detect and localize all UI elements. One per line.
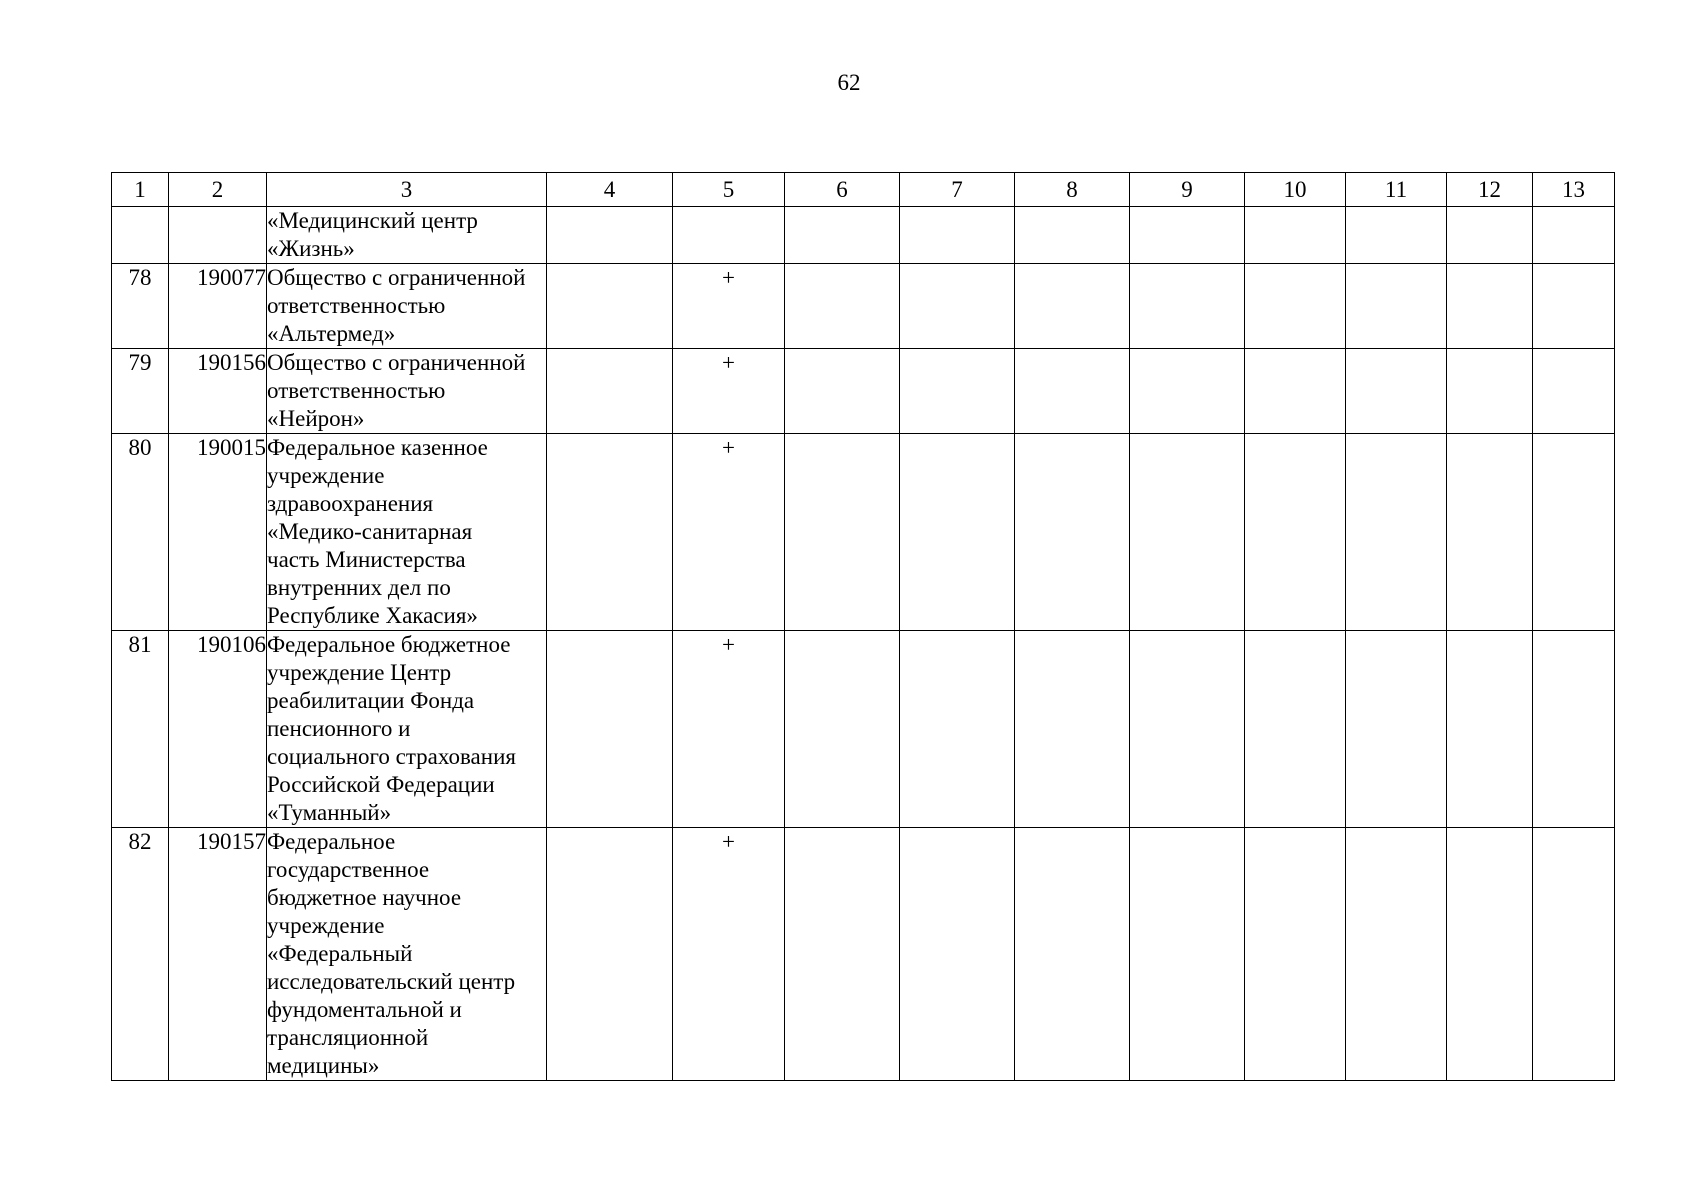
column-10-cell <box>1245 828 1346 1081</box>
column-13-cell <box>1533 264 1615 349</box>
column-7-cell <box>900 631 1015 828</box>
column-11-cell <box>1346 828 1447 1081</box>
organization-name-line: «Туманный» <box>267 800 392 825</box>
organization-name-line: ответственностью <box>267 378 446 403</box>
organization-name-line: учреждение <box>267 463 385 488</box>
column-12-cell <box>1447 434 1533 631</box>
column-12-cell <box>1447 349 1533 434</box>
column-8-cell <box>1015 434 1130 631</box>
column-header-10: 10 <box>1245 173 1346 207</box>
column-11-cell <box>1346 207 1447 264</box>
column-6-cell <box>785 434 900 631</box>
organization-code-cell: 190157 <box>169 828 267 1081</box>
organization-name-line: трансляционной <box>267 1025 429 1050</box>
organization-name-line: бюджетное научное <box>267 885 462 910</box>
column-5-mark-cell: + <box>673 264 785 349</box>
organization-code-cell: 190156 <box>169 349 267 434</box>
column-header-1: 1 <box>112 173 169 207</box>
column-header-8: 8 <box>1015 173 1130 207</box>
register-table <box>111 172 1615 1081</box>
table-row <box>112 349 1615 434</box>
row-number-cell: 82 <box>112 828 169 1081</box>
column-10-cell <box>1245 264 1346 349</box>
row-number-cell: 78 <box>112 264 169 349</box>
column-10-cell <box>1245 434 1346 631</box>
column-9-cell <box>1130 207 1245 264</box>
column-6-cell <box>785 264 900 349</box>
organization-name-cell <box>267 264 547 349</box>
table-header <box>112 173 1615 207</box>
header-row <box>112 173 1615 207</box>
column-8-cell <box>1015 828 1130 1081</box>
table-row <box>112 434 1615 631</box>
organization-name-line: «Медицинский центр <box>267 208 478 233</box>
column-5-mark-cell <box>673 207 785 264</box>
column-4-cell <box>547 264 673 349</box>
organization-name-line: государственное <box>267 857 430 882</box>
column-7-cell <box>900 207 1015 264</box>
column-10-cell <box>1245 631 1346 828</box>
column-8-cell <box>1015 207 1130 264</box>
column-5-mark-cell: + <box>673 349 785 434</box>
organization-name-line: «Медико-санитарная <box>267 519 473 544</box>
column-7-cell <box>900 349 1015 434</box>
column-header-4: 4 <box>547 173 673 207</box>
column-8-cell <box>1015 264 1130 349</box>
column-header-11: 11 <box>1346 173 1447 207</box>
organization-name-line: ответственностью <box>267 293 446 318</box>
column-9-cell <box>1130 828 1245 1081</box>
organization-name-cell <box>267 349 547 434</box>
table-row <box>112 631 1615 828</box>
column-header-3: 3 <box>267 173 547 207</box>
column-header-6: 6 <box>785 173 900 207</box>
organization-name-line: часть Министерства <box>267 547 466 572</box>
organization-name-line: «Жизнь» <box>267 236 355 261</box>
organization-name-line: Федеральное казенное <box>267 435 488 460</box>
organization-name-line: здравоохранения <box>267 491 434 516</box>
organization-name-line: Федеральное <box>267 829 396 854</box>
column-13-cell <box>1533 434 1615 631</box>
page-number: 62 <box>837 70 861 95</box>
column-13-cell <box>1533 631 1615 828</box>
column-header-7: 7 <box>900 173 1015 207</box>
column-13-cell <box>1533 828 1615 1081</box>
column-11-cell <box>1346 264 1447 349</box>
column-6-cell <box>785 828 900 1081</box>
column-header-13: 13 <box>1533 173 1615 207</box>
organization-name-line: «Федеральный <box>267 941 413 966</box>
column-7-cell <box>900 828 1015 1081</box>
column-9-cell <box>1130 349 1245 434</box>
column-11-cell <box>1346 434 1447 631</box>
organization-name-line: фундоментальной и <box>267 997 462 1022</box>
column-5-mark-cell: + <box>673 631 785 828</box>
organization-code-cell: 190015 <box>169 434 267 631</box>
column-4-cell <box>547 434 673 631</box>
column-12-cell <box>1447 631 1533 828</box>
organization-name-line: пенсионного и <box>267 716 411 741</box>
organization-code-cell <box>169 207 267 264</box>
organization-code-cell: 190106 <box>169 631 267 828</box>
organization-name-line: учреждение Центр <box>267 660 452 685</box>
column-4-cell <box>547 631 673 828</box>
row-number-cell <box>112 207 169 264</box>
column-13-cell <box>1533 349 1615 434</box>
column-10-cell <box>1245 349 1346 434</box>
column-6-cell <box>785 631 900 828</box>
column-7-cell <box>900 264 1015 349</box>
column-header-9: 9 <box>1130 173 1245 207</box>
column-5-mark-cell: + <box>673 828 785 1081</box>
organization-name-cell <box>267 207 547 264</box>
table-body <box>112 207 1615 1081</box>
organization-code-cell: 190077 <box>169 264 267 349</box>
column-4-cell <box>547 349 673 434</box>
table-row <box>112 264 1615 349</box>
table-row <box>112 207 1615 264</box>
organization-name-line: «Нейрон» <box>267 406 365 431</box>
organization-name-line: внутренних дел по <box>267 575 451 600</box>
column-12-cell <box>1447 828 1533 1081</box>
column-9-cell <box>1130 631 1245 828</box>
column-10-cell <box>1245 207 1346 264</box>
column-11-cell <box>1346 631 1447 828</box>
column-header-2: 2 <box>169 173 267 207</box>
column-9-cell <box>1130 434 1245 631</box>
organization-name-cell <box>267 434 547 631</box>
column-11-cell <box>1346 349 1447 434</box>
column-7-cell <box>900 434 1015 631</box>
organization-name-line: Федеральное бюджетное <box>267 632 511 657</box>
column-6-cell <box>785 207 900 264</box>
row-number-cell: 80 <box>112 434 169 631</box>
organization-name-cell <box>267 828 547 1081</box>
column-header-5: 5 <box>673 173 785 207</box>
column-4-cell <box>547 828 673 1081</box>
organization-name-line: исследовательский центр <box>267 969 516 994</box>
column-8-cell <box>1015 631 1130 828</box>
organization-name-line: Республике Хакасия» <box>267 603 478 628</box>
organization-name-line: Российской Федерации <box>267 772 495 797</box>
organization-name-line: Общество с ограниченной <box>267 350 526 375</box>
organization-name-line: учреждение <box>267 913 385 938</box>
organization-name-line: реабилитации Фонда <box>267 688 475 713</box>
column-8-cell <box>1015 349 1130 434</box>
column-12-cell <box>1447 264 1533 349</box>
organization-name-line: социального страхования <box>267 744 516 769</box>
column-9-cell <box>1130 264 1245 349</box>
column-header-12: 12 <box>1447 173 1533 207</box>
table-row <box>112 828 1615 1081</box>
column-13-cell <box>1533 207 1615 264</box>
column-5-mark-cell: + <box>673 434 785 631</box>
row-number-cell: 79 <box>112 349 169 434</box>
column-12-cell <box>1447 207 1533 264</box>
column-6-cell <box>785 349 900 434</box>
organization-name-line: Общество с ограниченной <box>267 265 526 290</box>
organization-name-line: медицины» <box>267 1053 380 1078</box>
column-4-cell <box>547 207 673 264</box>
organization-name-line: «Альтермед» <box>267 321 396 346</box>
row-number-cell: 81 <box>112 631 169 828</box>
organization-name-cell <box>267 631 547 828</box>
